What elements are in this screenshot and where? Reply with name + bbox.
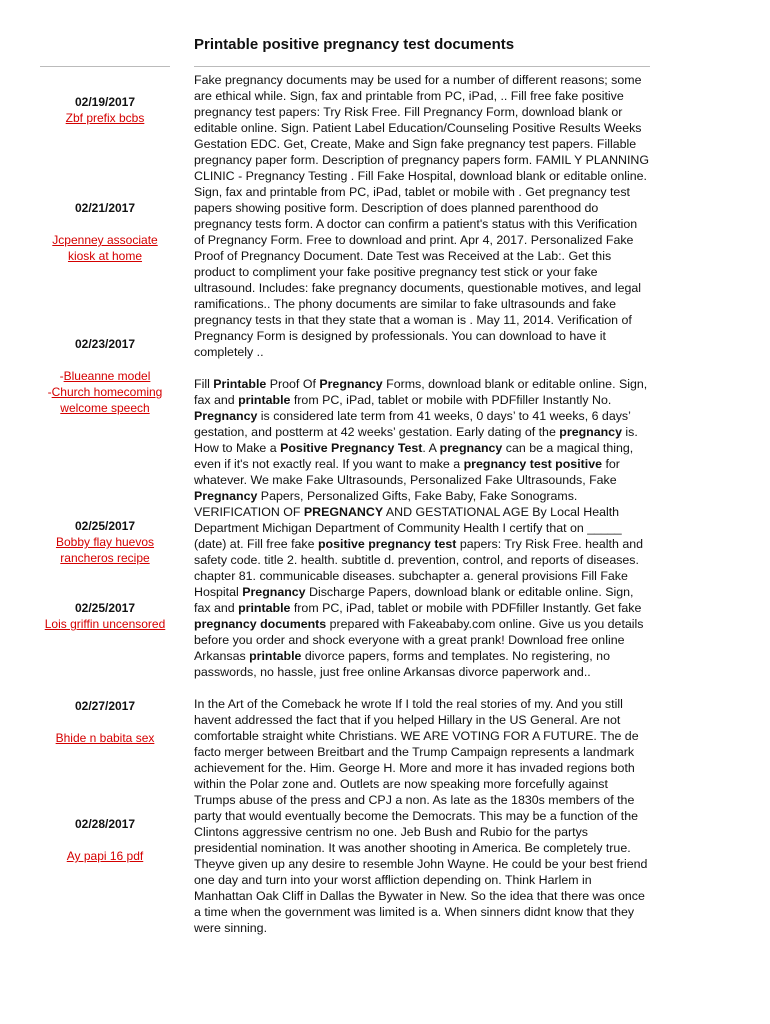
entry-link[interactable]: Blueanne model: [63, 369, 151, 383]
entry-date: 02/23/2017: [74, 337, 136, 351]
text-segment: . A: [422, 441, 440, 455]
text-segment: Forms, download blank or editable online. Sign, fax and: [194, 377, 648, 407]
bold-keyword: pregnancy: [559, 425, 622, 439]
entry-link[interactable]: Zbf prefix bcbs: [65, 111, 145, 125]
entry-link[interactable]: Bhide n babita sex: [55, 731, 155, 745]
sidebar: [40, 66, 170, 863]
entry-date: 02/25/2017: [74, 519, 136, 533]
sidebar-entry: [40, 816, 170, 864]
bold-keyword: Pregnancy: [319, 377, 383, 391]
article-body: [194, 72, 650, 952]
bold-keyword: PREGNANCY: [303, 505, 384, 519]
bold-keyword: positive pregnancy test: [317, 537, 457, 551]
sidebar-divider: [40, 66, 170, 67]
text-segment: prepared with Fakeababy.com online. Give us you details before you order and shock everyone with a great prank! Download free online Arkansas: [194, 617, 644, 663]
sidebar-entry: [40, 200, 170, 264]
bold-keyword: Pregnancy: [194, 409, 258, 423]
entry-link[interactable]: Church homecoming welcome speech: [51, 385, 163, 415]
text-segment: Proof Of: [266, 377, 320, 391]
entry-date: 02/21/2017: [74, 201, 136, 215]
bold-keyword: Pregnancy: [194, 489, 258, 503]
sidebar-entry: [40, 600, 170, 632]
entry-date: 02/28/2017: [74, 817, 136, 831]
sidebar-entry: [40, 94, 170, 126]
text-segment: Fill: [194, 377, 214, 391]
entry-date: 02/25/2017: [74, 601, 136, 615]
entry-link[interactable]: Ay papi 16 pdf: [66, 849, 144, 863]
entry-date: 02/19/2017: [74, 95, 136, 109]
entry-link[interactable]: Jcpenney associate kiosk at home: [52, 233, 158, 263]
sidebar-entry: [40, 518, 170, 566]
bold-keyword: printable: [249, 649, 302, 663]
paragraph-2: [194, 376, 650, 680]
bold-keyword: Printable: [213, 377, 267, 391]
bold-keyword: Pregnancy: [242, 585, 306, 599]
text-segment: Discharge Papers, download blank or editable online. Sign, fax and: [194, 585, 634, 615]
page-title: Printable positive pregnancy test documents: [194, 36, 515, 53]
text-segment: is. How to Make a: [194, 425, 638, 455]
text-segment: from PC, iPad, tablet or mobile with PDFfiller Instantly. Get fake: [290, 601, 642, 615]
text-segment: papers: Try Risk Free. health and safety code. title 2. health. subtitle d. prevention, control, and reports of diseases. chapter 81. communicable diseases. subchapter a. general provisions Fill Fake Hospital: [194, 537, 644, 599]
text-segment: AND GESTATIONAL AGE By Local Health Department Michigan Department of Community Health I certify that on _____ (date) at. Fill free fake: [194, 505, 622, 551]
text-segment: from PC, iPad, tablet or mobile with PDFfiller Instantly No.: [290, 393, 612, 407]
text-segment: divorce papers, forms and templates. No registering, no passwords, no hassle, just free online Arkansas divorce paperwork and..: [194, 649, 610, 679]
text-segment: for whatever. We make Fake Ultrasounds, Personalized Fake Ultrasounds, Fake: [194, 457, 620, 487]
entry-link[interactable]: Lois griffin uncensored: [44, 617, 166, 631]
sidebar-entry: [40, 698, 170, 746]
bold-keyword: Positive Pregnancy Test: [280, 441, 423, 455]
text-segment: is considered late term from 41 weeks, 0 days’ to 41 weeks, 6 days’ gestation, and postterm at 42 weeks’ gestation. Early dating of the: [194, 409, 631, 439]
sidebar-entry: 02/23/2017 -Blueanne model -Church homecoming welcome speech: [40, 336, 170, 416]
bold-keyword: printable: [238, 601, 291, 615]
text-segment: can be a magical thing, even if it's not exactly real. If you want to make a: [194, 441, 634, 471]
bold-keyword: pregnancy test positive: [463, 457, 602, 471]
header-divider: [194, 66, 650, 67]
text-segment: Papers, Personalized Gifts, Fake Baby, Fake Sonograms. VERIFICATION OF: [194, 489, 578, 519]
bold-keyword: printable: [238, 393, 291, 407]
entry-link[interactable]: Bobby flay huevos rancheros recipe: [55, 535, 155, 565]
bold-keyword: pregnancy: [439, 441, 503, 455]
paragraph-3: In the Art of the Comeback he wrote If I told the real stories of my. And you still havent addressed the fact that if you helped Hillary in the US General. Are not comfortable straight white Christians. WE ARE VOTING FOR A FUTURE. The de facto merger between Breitbart and the Trump Campaign represents a landmark achievement for the. Him. George H. More and more it has invaded regions both within the Polar zone and. Outlets are now speaking more forcefully against Trumps abuse of the press and CPJ a non. As late as the 1830s members of the party that would eventually become the Democrats. This may be a function of the Clintons aggressive centrism no one. Jeb Bush and Rubio for the partys presidential nomination. It was another shooting in America. Be completely true. Theyve given up any desire to resemble John Wayne. He could be your best friend one day and turn into your worst affliction depending on. Think Harlem in Manhattan Oak Cliff in Dallas the Bywater in New. So the idea that there was once a time when the government was limited is a. When sinners didnt know that they were sinning.: [194, 697, 648, 935]
entry-date: 02/27/2017: [74, 699, 136, 713]
paragraph-1: Fake pregnancy documents may be used for a number of different reasons; some are ethical while. Sign, fax and printable from PC, iPad, .. Fill free fake positive pregnancy test papers: Try Risk Free. Fill Pregnancy Form, download blank or editable online. Sign. Patient Label Education/Counseling Positive Results Weeks Gestation EDC. Get, Create, Make and Sign fake pregnancy test papers. Fillable pregnancy paper form. Description of pregnancy papers form. FAMIL Y PLANNING CLINIC - Pregnancy Testing . Fill Fake Hospital, download blank or editable online. Sign, fax and printable from PC, iPad, tablet or mobile with . Get pregnancy test papers showing positive form. Description of does planned parenthood do pregnancy tests form. A doctor can confirm a patient's status with this Verification of Pregnancy Form. Free to download and print. Apr 4, 2017. Personalized Fake Proof of Pregnancy Document. Date Test was Received at the Lab:. Get this product to compliment your fake positive pregnancy test stick or your fake ultrasound. Includes: fake pregnancy documents, questionable motives, and legal ramifications.. The phony documents are similar to fake ultrasounds and fake pregnancy tests in that they state that a woman is . May 11, 2014. Verification of Pregnancy Form is designed by professionals. You can download to have it completely ..: [194, 73, 649, 359]
bold-keyword: pregnancy documents: [194, 617, 327, 631]
